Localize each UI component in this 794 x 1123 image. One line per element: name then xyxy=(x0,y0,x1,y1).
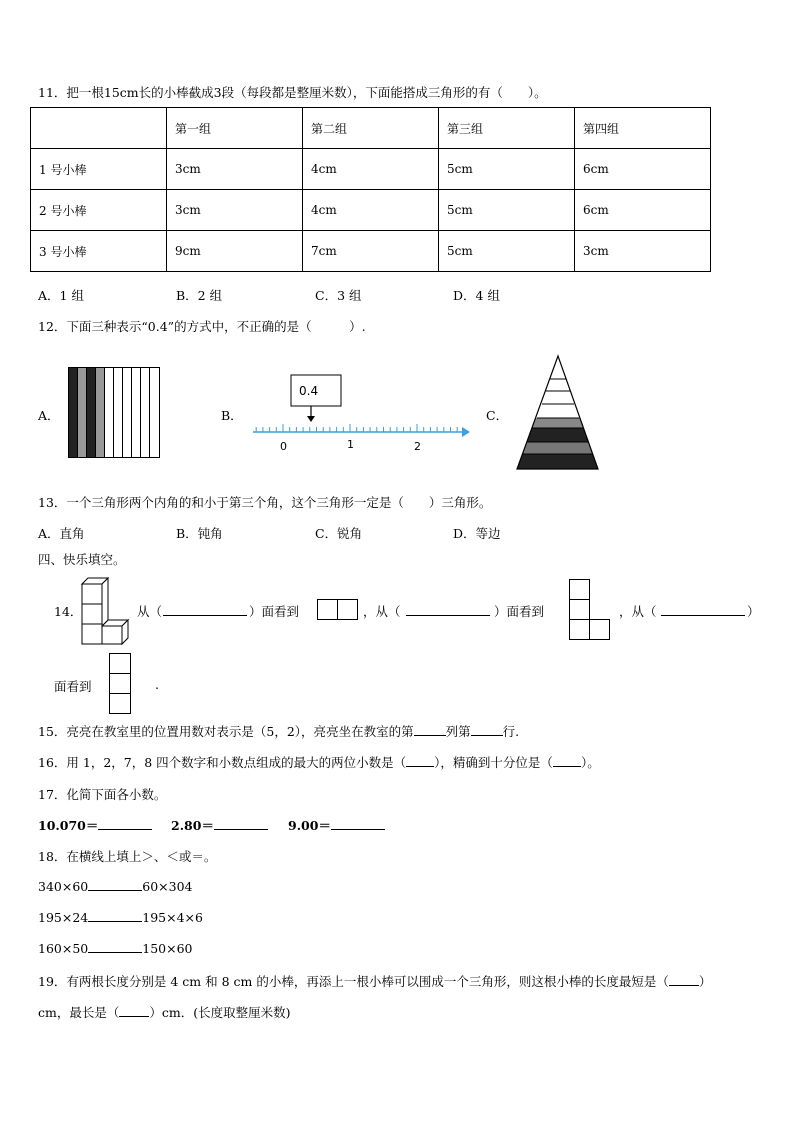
fraction-strip xyxy=(77,367,86,458)
q17-item-label: 9.00＝ xyxy=(288,818,331,833)
answer-blank[interactable] xyxy=(163,615,247,616)
table-cell: 9cm xyxy=(167,231,303,272)
q12-option-a-label[interactable]: A． xyxy=(38,408,60,423)
view-column xyxy=(109,653,132,715)
cube-stack-figure xyxy=(78,576,130,646)
q19-text: cm，最长是（ xyxy=(38,1005,120,1020)
q17-item-1 xyxy=(38,816,152,834)
q19-text: 19．有两根长度分别是 4 cm 和 8 cm 的小棒，再添上一根小棒可以围成一个三角形，则这根小棒的长度最短是（ xyxy=(38,974,669,989)
answer-blank[interactable] xyxy=(471,723,503,736)
table-row xyxy=(31,190,711,231)
answer-blank[interactable] xyxy=(88,940,142,953)
q13-stem: 13．一个三角形两个内角的和小于第三个角，这个三角形一定是（ ）三角形。 xyxy=(38,495,492,510)
tick-label: 2 xyxy=(414,440,421,453)
table-cell: 第三组 xyxy=(439,108,575,149)
q18-right: 150×60 xyxy=(142,941,193,956)
q16-text-b: ），精确到十分位是（ xyxy=(434,755,553,770)
q18-right: 60×304 xyxy=(142,879,193,894)
table-cell: 4cm xyxy=(303,190,439,231)
q12-stem: 12．下面三种表示“0.4”的方式中，不正确的是（ ）. xyxy=(38,319,366,334)
table-cell: 1 号小棒 xyxy=(31,149,167,190)
q16-text xyxy=(38,753,600,771)
q14-from-2: ，从（ xyxy=(363,604,401,619)
answer-blank[interactable] xyxy=(98,817,152,830)
q18-left: 160×50 xyxy=(38,941,89,956)
q17-item-2 xyxy=(171,816,268,834)
q13-option-c[interactable]: C．锐角 xyxy=(315,526,363,541)
q19-text: ）cm．(长度取整厘米数) xyxy=(149,1005,291,1020)
table-cell: 7cm xyxy=(303,231,439,272)
q14-close-3: ） xyxy=(747,604,760,619)
answer-blank[interactable] xyxy=(414,723,446,736)
q13-option-b[interactable]: B．钝角 xyxy=(176,526,223,541)
q17-item-label: 10.070＝ xyxy=(38,818,99,833)
q12-option-b-label[interactable]: B． xyxy=(221,408,243,423)
triangle-figure xyxy=(514,355,602,471)
number-line-figure xyxy=(250,372,475,457)
q17-item-3 xyxy=(288,816,385,834)
arrow-down-icon xyxy=(307,416,315,422)
table-cell: 5cm xyxy=(439,149,575,190)
answer-blank[interactable] xyxy=(669,973,699,986)
triangle-band xyxy=(514,418,602,428)
table-cell: 5cm xyxy=(439,190,575,231)
table-cell: 第一组 xyxy=(167,108,303,149)
q19-text: ） xyxy=(698,974,712,989)
q15-text-b: 列第 xyxy=(445,724,471,739)
tick-label: 0 xyxy=(280,440,287,453)
answer-blank[interactable] xyxy=(553,754,581,767)
answer-blank[interactable] xyxy=(406,615,490,616)
view-l-shape xyxy=(569,579,612,641)
q17-item-label: 2.80＝ xyxy=(171,818,214,833)
q14-from-3: ，从（ xyxy=(619,604,657,619)
fraction-strip xyxy=(68,367,77,458)
table-row xyxy=(31,231,711,272)
q11-option-a[interactable]: A．1 组 xyxy=(38,288,84,303)
answer-blank[interactable] xyxy=(214,817,268,830)
table-cell: 5cm xyxy=(439,231,575,272)
q16-text-a: 16．用 1，2，7，8 四个数字和小数点组成的最大的两位小数是（ xyxy=(38,755,407,770)
q18-stem: 18．在横线上填上＞、＜或＝。 xyxy=(38,849,217,864)
answer-blank[interactable] xyxy=(88,878,142,891)
table-row xyxy=(31,149,711,190)
q13-option-a[interactable]: A．直角 xyxy=(38,526,85,541)
q17-stem: 17．化简下面各小数。 xyxy=(38,787,167,802)
answer-blank[interactable] xyxy=(119,1004,149,1017)
view-two-squares xyxy=(317,599,359,621)
q12-option-c-label[interactable]: C． xyxy=(486,408,509,423)
q14-line2: 面看到 xyxy=(54,679,92,694)
section-title: 四、快乐填空。 xyxy=(38,552,126,567)
q18-right: 195×4×6 xyxy=(142,910,203,925)
q18-item-2 xyxy=(38,909,203,925)
tick-label: 1 xyxy=(347,438,354,451)
table-cell: 4cm xyxy=(303,149,439,190)
table-cell xyxy=(31,108,167,149)
striped-square-figure xyxy=(68,367,160,458)
q18-item-1 xyxy=(38,878,193,894)
q18-left: 195×24 xyxy=(38,910,89,925)
q11-table xyxy=(30,107,711,272)
table-cell: 6cm xyxy=(575,149,711,190)
q11-option-c[interactable]: C．3 组 xyxy=(315,288,362,303)
q18-left: 340×60 xyxy=(38,879,89,894)
answer-blank[interactable] xyxy=(331,817,385,830)
fraction-strip xyxy=(95,367,104,458)
table-cell: 3cm xyxy=(575,231,711,272)
q14-from-1: 从（ xyxy=(137,604,163,619)
table-cell: 2 号小棒 xyxy=(31,190,167,231)
table-header-row xyxy=(31,108,711,149)
q13-option-d[interactable]: D．等边 xyxy=(453,526,501,541)
table-cell: 6cm xyxy=(575,190,711,231)
q11-stem: 11．把一根15cm长的小棒截成3段（每段都是整厘米数），下面能搭成三角形的有（ ）。 xyxy=(38,85,547,100)
answer-blank[interactable] xyxy=(661,615,745,616)
callout-label: 0.4 xyxy=(299,384,319,398)
table-cell: 3 号小棒 xyxy=(31,231,167,272)
q11-option-d[interactable]: D．4 组 xyxy=(453,288,500,303)
table-cell: 第四组 xyxy=(575,108,711,149)
table-cell: 3cm xyxy=(167,190,303,231)
fraction-strip xyxy=(86,367,95,458)
triangle-band xyxy=(514,454,602,469)
q15-text xyxy=(38,722,519,740)
q14-number: 14． xyxy=(54,604,83,619)
table-cell: 第二组 xyxy=(303,108,439,149)
q18-item-3 xyxy=(38,940,193,956)
answer-blank[interactable] xyxy=(406,754,434,767)
q19-line-2 xyxy=(38,1003,290,1021)
q15-text-c: 行. xyxy=(502,724,520,739)
table-cell: 3cm xyxy=(167,149,303,190)
q11-option-b[interactable]: B．2 组 xyxy=(176,288,223,303)
q14-end: . xyxy=(155,677,159,692)
q16-text-c: ）。 xyxy=(580,755,600,770)
arrow-right-icon xyxy=(462,427,470,437)
q14-close-2: ）面看到 xyxy=(494,604,545,619)
answer-blank[interactable] xyxy=(88,909,142,922)
q19-line-1 xyxy=(38,972,711,990)
q15-text-a: 15．亮亮在教室里的位置用数对表示是（5，2），亮亮坐在教室的第 xyxy=(38,724,414,739)
q14-close-1: ）面看到 xyxy=(249,604,300,619)
